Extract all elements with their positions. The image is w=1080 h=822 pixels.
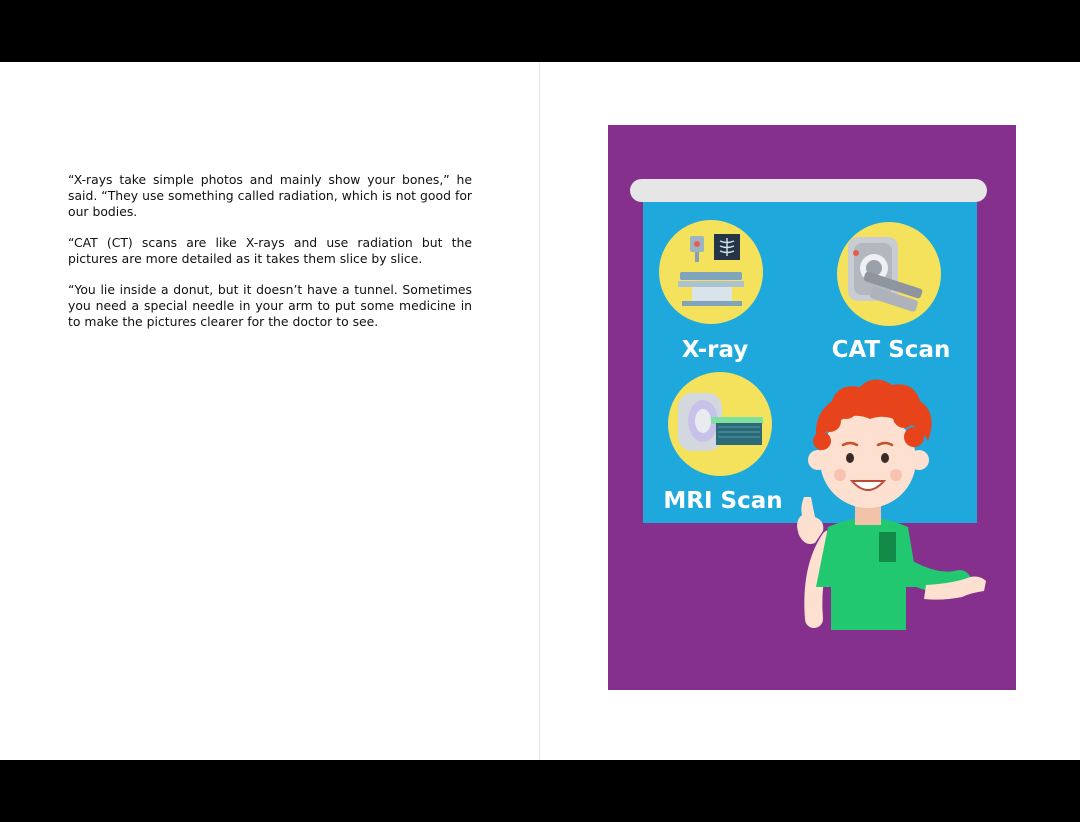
- cat-scan-label: CAT Scan: [831, 337, 951, 363]
- left-page: [0, 62, 539, 760]
- ear-right: [909, 450, 929, 470]
- story-text: [68, 172, 472, 345]
- eye-left: [846, 453, 854, 463]
- eye-right: [881, 453, 889, 463]
- mri-scan-label: MRI Scan: [663, 488, 783, 514]
- mri-scan-badge: [668, 372, 772, 476]
- book-spread: [0, 62, 1080, 760]
- ear-left: [808, 450, 828, 470]
- paragraph-cat-scan: “CAT (CT) scans are like X-rays and use radiation but the pictures are more detailed as it takes them slice by slice.: [68, 235, 472, 266]
- shirt-pocket: [879, 532, 896, 562]
- xray-label: X-ray: [681, 337, 749, 363]
- top-letterbox-bar: [0, 0, 1080, 62]
- sleeve-right: [908, 571, 960, 583]
- xray-badge: [659, 220, 763, 324]
- paragraph-xray: “X-rays take simple photos and mainly show your bones,” he said. “They use something called radiation, which is not good for our bodies.: [68, 172, 472, 219]
- screen-roller: [630, 179, 987, 202]
- right-page: [540, 62, 1080, 760]
- paragraph-donut: “You lie inside a donut, but it doesn’t have a tunnel. Sometimes you need a special needle in your arm to put some medicine in to make the pictures clearer for the doctor to see.: [68, 282, 472, 329]
- bottom-letterbox-bar: [0, 760, 1080, 822]
- cat-scan-badge: [837, 222, 941, 326]
- scan-types-illustration: [608, 125, 1016, 690]
